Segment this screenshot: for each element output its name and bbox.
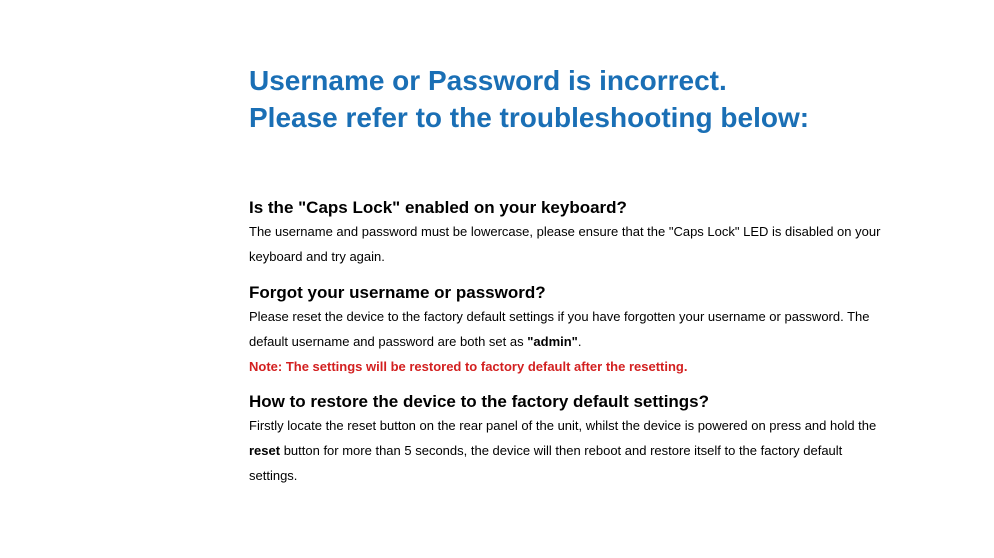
restore-text — [249, 413, 889, 488]
reset-warning-note: Note: The settings will be restored to factory default after the resetting. — [249, 359, 688, 374]
troubleshooting-content — [249, 62, 889, 488]
caps-lock-heading: Is the "Caps Lock" enabled on your keyboard? — [249, 198, 627, 217]
reset-button-label: reset — [249, 443, 281, 458]
restore-text-main: Firstly locate the reset button on the rear panel of the unit, whilst the device is powered on press and hold the — [249, 418, 877, 433]
restore-section — [249, 391, 889, 488]
default-credentials: "admin" — [527, 334, 578, 349]
forgot-heading: Forgot your username or password? — [249, 283, 546, 302]
page-title — [249, 62, 889, 136]
forgot-section — [249, 282, 889, 379]
restore-text-end: button for more than 5 seconds, the device will then reboot and restore itself to the factory default settings. — [249, 443, 843, 483]
title-line-2: Please refer to the troubleshooting below: — [249, 102, 810, 133]
forgot-text-end: . — [577, 334, 582, 349]
forgot-text-main: Please reset the device to the factory default settings if you have forgotten your username or password. The default username and password are both set as — [249, 309, 870, 349]
restore-heading: How to restore the device to the factory default settings? — [249, 392, 710, 411]
caps-lock-text: The username and password must be lowercase, please ensure that the "Caps Lock" LED is disabled on your keyboard and try again. — [249, 224, 881, 264]
forgot-text — [249, 304, 889, 354]
title-line-1: Username or Password is incorrect. — [249, 65, 727, 96]
caps-lock-section — [249, 197, 889, 269]
